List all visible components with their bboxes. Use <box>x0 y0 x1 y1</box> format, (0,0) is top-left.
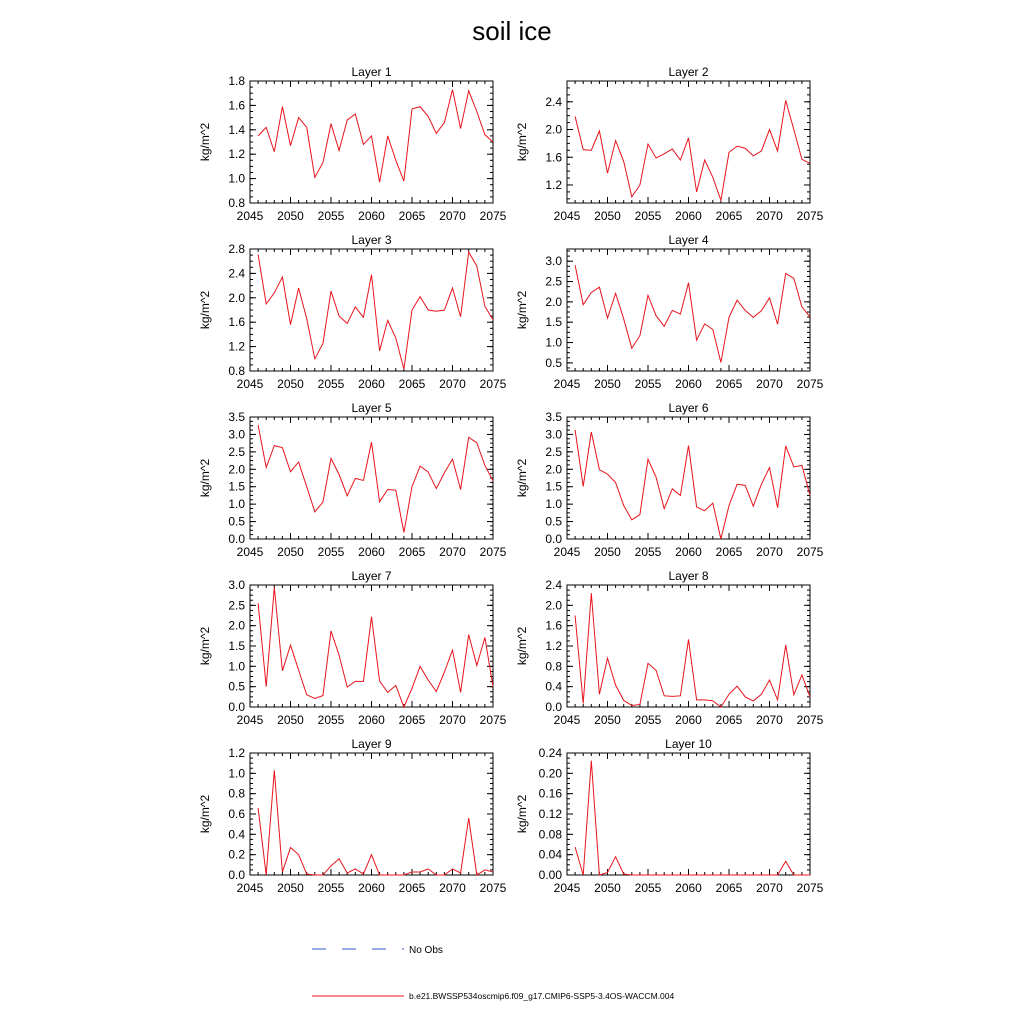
y-tick-label: 0.24 <box>538 746 562 760</box>
panel-layer-9 <box>198 737 507 895</box>
y-tick-label: 1.2 <box>228 339 245 354</box>
y-tick-label: 2.5 <box>545 444 562 459</box>
y-axis-label: kg/m^2 <box>198 458 212 498</box>
panel-layer-4 <box>515 233 824 391</box>
y-tick-label: 0.04 <box>538 847 562 862</box>
y-tick-label: 2.4 <box>545 578 562 592</box>
x-tick-label: 2070 <box>439 209 466 223</box>
x-tick-label: 2050 <box>277 545 304 559</box>
x-tick-label: 2050 <box>277 209 304 223</box>
plot-frame <box>567 417 810 539</box>
panel-layer-6 <box>515 401 824 559</box>
x-tick-label: 2075 <box>796 377 824 391</box>
x-tick-label: 2050 <box>277 713 304 727</box>
y-tick-label: 1.0 <box>545 335 562 350</box>
series-line <box>258 587 493 707</box>
x-tick-label: 2050 <box>594 377 621 391</box>
panel-layer-3 <box>198 233 507 391</box>
y-tick-label: 2.0 <box>545 462 562 477</box>
y-tick-label: 0.8 <box>228 196 245 210</box>
y-tick-label: 0.0 <box>545 532 562 546</box>
x-tick-label: 2070 <box>756 377 783 391</box>
y-tick-label: 3.0 <box>228 427 245 442</box>
x-tick-label: 2055 <box>317 881 345 895</box>
series-line <box>575 593 810 707</box>
y-tick-label: 2.0 <box>228 290 245 305</box>
y-tick-label: 0.8 <box>228 364 245 378</box>
plot-frame <box>250 585 493 707</box>
y-tick-label: 2.0 <box>228 618 245 633</box>
x-tick-label: 2065 <box>398 545 426 559</box>
y-tick-label: 0.8 <box>228 786 245 801</box>
panel-layer-8 <box>515 569 824 727</box>
y-tick-label: 1.0 <box>228 659 245 674</box>
x-tick-label: 2050 <box>594 545 621 559</box>
y-tick-label: 1.0 <box>228 766 245 781</box>
y-tick-label: 0.12 <box>538 807 562 821</box>
x-tick-label: 2060 <box>675 545 702 559</box>
y-tick-label: 0.16 <box>538 786 562 801</box>
y-axis-label: kg/m^2 <box>515 794 529 834</box>
y-tick-label: 1.2 <box>228 746 245 760</box>
x-tick-label: 2050 <box>277 881 304 895</box>
x-tick-label: 2075 <box>796 881 824 895</box>
x-tick-label: 2045 <box>553 545 581 559</box>
x-tick-label: 2065 <box>715 881 743 895</box>
x-tick-label: 2050 <box>594 713 621 727</box>
panel-title: Layer 8 <box>668 569 709 583</box>
x-tick-label: 2075 <box>796 545 824 559</box>
x-tick-label: 2050 <box>277 377 304 391</box>
y-tick-label: 1.5 <box>545 479 562 494</box>
y-axis-label: kg/m^2 <box>198 794 212 834</box>
y-tick-label: 0.0 <box>228 532 245 546</box>
y-tick-label: 2.0 <box>228 462 245 477</box>
x-tick-label: 2065 <box>398 713 426 727</box>
x-tick-label: 2065 <box>715 545 743 559</box>
series-line <box>258 90 493 183</box>
y-tick-label: 3.5 <box>545 410 562 424</box>
y-tick-label: 2.4 <box>228 266 245 281</box>
panel-title: Layer 1 <box>351 65 392 79</box>
x-tick-label: 2075 <box>479 545 507 559</box>
x-tick-label: 2065 <box>398 377 426 391</box>
y-axis-label: kg/m^2 <box>515 626 529 666</box>
x-tick-label: 2065 <box>715 209 743 223</box>
x-tick-label: 2060 <box>358 545 385 559</box>
x-tick-label: 2055 <box>317 713 345 727</box>
x-tick-label: 2045 <box>236 377 264 391</box>
y-tick-label: 1.5 <box>228 479 245 494</box>
y-tick-label: 1.6 <box>545 150 562 165</box>
y-tick-label: 2.5 <box>545 274 562 289</box>
x-tick-label: 2075 <box>479 713 507 727</box>
x-tick-label: 2055 <box>317 545 345 559</box>
panel-title: Layer 7 <box>351 569 392 583</box>
series-line <box>575 761 810 875</box>
plot-frame <box>250 81 493 203</box>
series-line <box>575 100 810 200</box>
y-tick-label: 2.5 <box>228 444 245 459</box>
x-tick-label: 2070 <box>756 713 783 727</box>
y-tick-label: 0.4 <box>228 827 245 842</box>
panel-layer-2 <box>515 65 824 223</box>
x-tick-label: 2045 <box>553 209 581 223</box>
legend-model-label: b.e21.BWSSP534oscmip6.f09_g17.CMIP6-SSP5-3.4OS-WACCM.004 <box>409 991 675 1001</box>
series-line <box>258 770 493 875</box>
y-tick-label: 3.0 <box>228 578 245 592</box>
page-title: soil ice <box>472 16 552 46</box>
x-tick-label: 2055 <box>634 377 662 391</box>
y-tick-label: 0.5 <box>545 355 562 370</box>
x-tick-label: 2070 <box>756 209 783 223</box>
legend-obs-label: No Obs <box>409 945 443 956</box>
x-tick-label: 2070 <box>756 545 783 559</box>
x-tick-label: 2055 <box>634 881 662 895</box>
panel-title: Layer 10 <box>665 737 712 751</box>
plot-frame <box>250 249 493 371</box>
y-tick-label: 2.5 <box>228 598 245 613</box>
y-tick-label: 0.0 <box>228 700 245 714</box>
y-tick-label: 1.0 <box>545 497 562 512</box>
x-tick-label: 2055 <box>317 377 345 391</box>
x-tick-label: 2070 <box>439 713 466 727</box>
x-tick-label: 2055 <box>634 545 662 559</box>
panel-layer-7 <box>198 569 507 727</box>
y-tick-label: 1.8 <box>228 74 245 88</box>
panel-title: Layer 4 <box>668 233 709 247</box>
x-tick-label: 2065 <box>398 209 426 223</box>
x-tick-label: 2070 <box>439 545 466 559</box>
x-tick-label: 2070 <box>439 881 466 895</box>
series-line <box>575 430 810 539</box>
y-tick-label: 0.0 <box>545 700 562 714</box>
plot-frame <box>567 753 810 875</box>
y-tick-label: 1.2 <box>545 177 562 192</box>
y-tick-label: 1.5 <box>228 639 245 653</box>
y-tick-label: 1.4 <box>228 122 245 137</box>
y-tick-label: 1.2 <box>545 639 562 653</box>
x-tick-label: 2055 <box>317 209 345 223</box>
panel-layer-10 <box>515 737 824 895</box>
y-tick-label: 0.5 <box>228 514 245 529</box>
y-tick-label: 0.5 <box>545 514 562 529</box>
panel-title: Layer 2 <box>668 65 709 79</box>
y-tick-label: 0.8 <box>545 659 562 674</box>
x-tick-label: 2060 <box>675 377 702 391</box>
x-tick-label: 2075 <box>479 377 507 391</box>
y-tick-label: 3.5 <box>228 410 245 424</box>
y-axis-label: kg/m^2 <box>198 290 212 330</box>
panel-title: Layer 3 <box>351 233 392 247</box>
y-tick-label: 0.0 <box>228 868 245 882</box>
x-tick-label: 2055 <box>634 713 662 727</box>
x-tick-label: 2050 <box>594 881 621 895</box>
panel-title: Layer 6 <box>668 401 709 415</box>
y-tick-label: 1.0 <box>228 171 245 186</box>
x-tick-label: 2060 <box>675 209 702 223</box>
y-tick-label: 1.6 <box>228 315 245 330</box>
x-tick-label: 2045 <box>553 377 581 391</box>
x-tick-label: 2045 <box>236 881 264 895</box>
y-tick-label: 1.0 <box>228 497 245 512</box>
y-tick-label: 2.0 <box>545 598 562 613</box>
x-tick-label: 2060 <box>358 881 385 895</box>
x-tick-label: 2060 <box>675 713 702 727</box>
y-tick-label: 0.5 <box>228 679 245 694</box>
series-line <box>575 265 810 362</box>
y-axis-label: kg/m^2 <box>198 626 212 666</box>
x-tick-label: 2045 <box>236 713 264 727</box>
panel-title: Layer 9 <box>351 737 392 751</box>
x-tick-label: 2045 <box>553 713 581 727</box>
y-tick-label: 1.2 <box>228 147 245 162</box>
x-tick-label: 2075 <box>479 209 507 223</box>
x-tick-label: 2075 <box>796 209 824 223</box>
x-tick-label: 2055 <box>634 209 662 223</box>
y-tick-label: 2.0 <box>545 122 562 137</box>
y-tick-label: 0.00 <box>538 868 562 882</box>
x-tick-label: 2060 <box>675 881 702 895</box>
series-line <box>258 252 493 369</box>
x-tick-label: 2050 <box>594 209 621 223</box>
y-tick-label: 0.2 <box>228 847 245 862</box>
y-tick-label: 0.6 <box>228 807 245 821</box>
x-tick-label: 2075 <box>796 713 824 727</box>
y-axis-label: kg/m^2 <box>515 290 529 330</box>
plot-frame <box>567 81 810 203</box>
y-tick-label: 1.5 <box>545 315 562 330</box>
panel-layer-1 <box>198 65 507 223</box>
y-tick-label: 1.6 <box>545 618 562 633</box>
x-tick-label: 2060 <box>358 377 385 391</box>
x-tick-label: 2060 <box>358 713 385 727</box>
x-tick-label: 2075 <box>479 881 507 895</box>
y-tick-label: 2.0 <box>545 294 562 309</box>
plot-frame <box>250 417 493 539</box>
y-axis-label: kg/m^2 <box>515 458 529 498</box>
y-axis-label: kg/m^2 <box>515 122 529 162</box>
y-tick-label: 3.0 <box>545 254 562 269</box>
y-tick-label: 1.6 <box>228 98 245 113</box>
x-tick-label: 2045 <box>553 881 581 895</box>
panel-layer-5 <box>198 401 507 559</box>
x-tick-label: 2045 <box>236 209 264 223</box>
y-tick-label: 2.4 <box>545 94 562 109</box>
panel-title: Layer 5 <box>351 401 392 415</box>
x-tick-label: 2065 <box>398 881 426 895</box>
y-tick-label: 2.8 <box>228 242 245 256</box>
x-tick-label: 2045 <box>236 545 264 559</box>
y-axis-label: kg/m^2 <box>198 122 212 162</box>
y-tick-label: 0.08 <box>538 827 562 842</box>
x-tick-label: 2065 <box>715 713 743 727</box>
x-tick-label: 2065 <box>715 377 743 391</box>
y-tick-label: 3.0 <box>545 427 562 442</box>
plot-frame <box>250 753 493 875</box>
x-tick-label: 2070 <box>439 377 466 391</box>
y-tick-label: 0.20 <box>538 766 562 781</box>
x-tick-label: 2070 <box>756 881 783 895</box>
y-tick-label: 0.4 <box>545 679 562 694</box>
series-line <box>258 425 493 532</box>
x-tick-label: 2060 <box>358 209 385 223</box>
